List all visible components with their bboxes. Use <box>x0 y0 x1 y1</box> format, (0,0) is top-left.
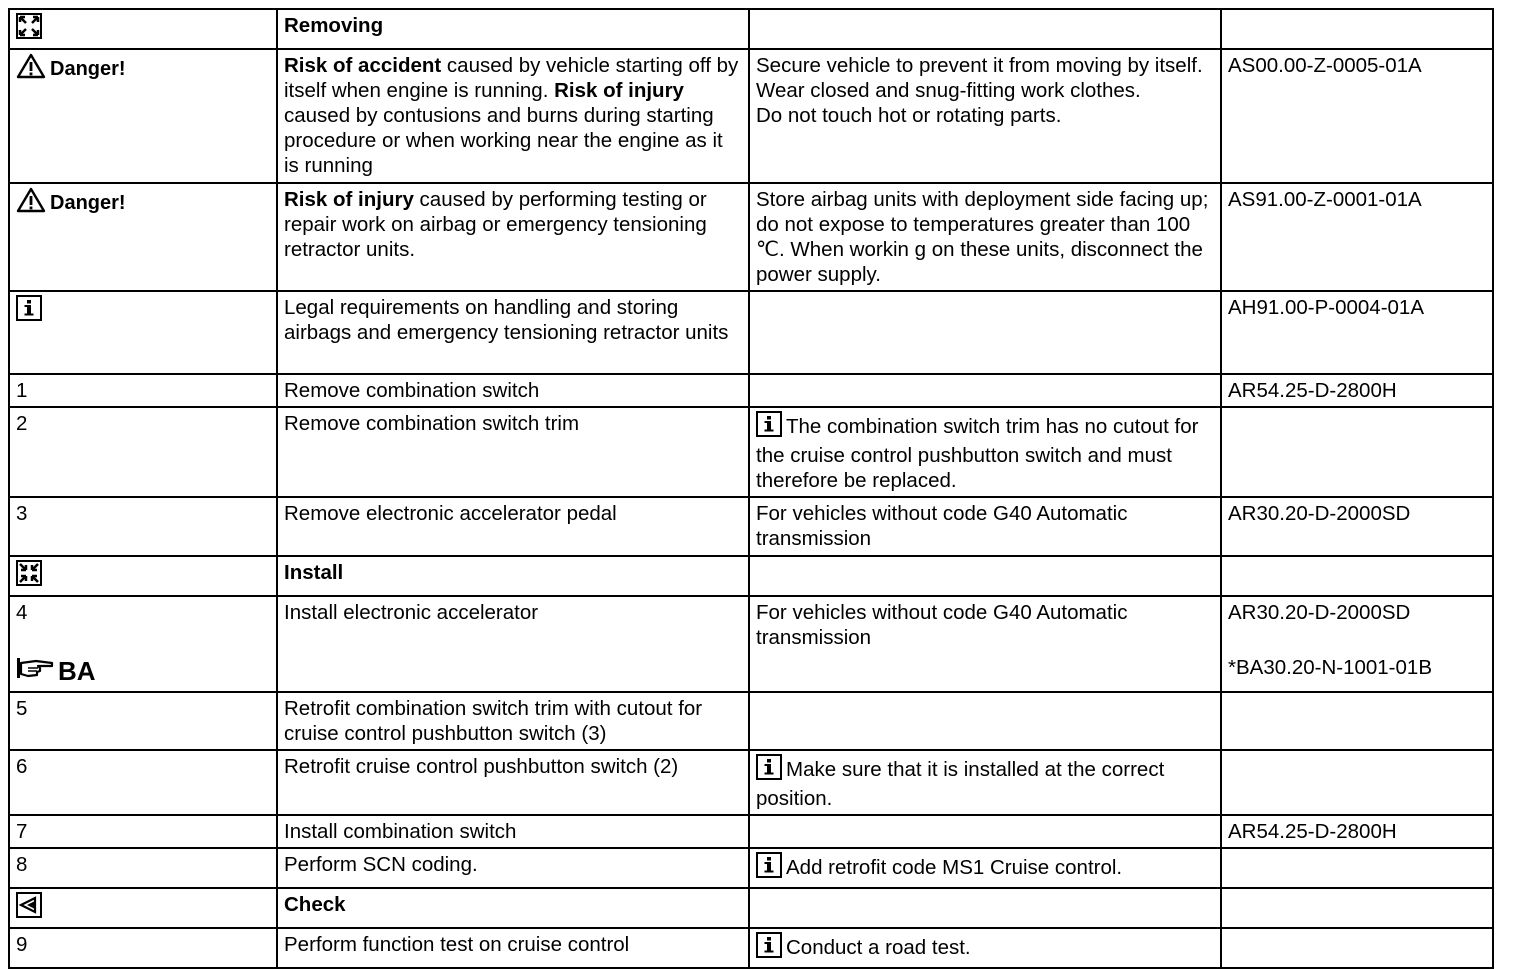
section-title: Removing <box>284 14 384 37</box>
step-number: 5 <box>16 697 28 720</box>
table-row <box>9 750 1493 815</box>
cell-step <box>9 888 277 928</box>
note-text: Conduct a road test. <box>786 936 971 959</box>
note-text: Make sure that it is installed at the correct position. <box>756 758 1165 810</box>
cell-reference <box>1221 596 1493 692</box>
cell-note <box>749 407 1221 497</box>
table-row <box>9 888 1493 928</box>
cell-reference <box>1221 407 1493 497</box>
cell-step <box>9 9 277 49</box>
step-number: 1 <box>16 379 28 402</box>
table-row <box>9 407 1493 497</box>
cell-activity <box>277 556 749 596</box>
cell-reference <box>1221 928 1493 968</box>
reference-link[interactable]: AS00.00-Z-0005-01A <box>1228 54 1422 77</box>
cell-step <box>9 928 277 968</box>
cell-activity <box>277 9 749 49</box>
cell-note <box>749 928 1221 968</box>
cell-note <box>749 596 1221 692</box>
table-row <box>9 848 1493 888</box>
section-title: Install <box>284 561 344 584</box>
step-number: 8 <box>16 853 28 876</box>
cell-step <box>9 556 277 596</box>
cell-activity <box>277 692 749 750</box>
cell-note <box>749 692 1221 750</box>
note-text: The combination switch trim has no cutout for the cruise control pushbutton switch and must therefore be replaced. <box>756 415 1199 492</box>
section-title: Check <box>284 893 346 916</box>
activity-text: Remove combination switch <box>284 379 540 402</box>
note-text: For vehicles without code G40 Automatic transmission <box>756 502 1128 550</box>
table-row <box>9 596 1493 692</box>
table-row <box>9 183 1493 291</box>
removal-symbol-icon <box>16 13 42 45</box>
step-number: 3 <box>16 502 28 525</box>
table-row <box>9 692 1493 750</box>
cell-step <box>9 815 277 848</box>
cell-activity <box>277 497 749 556</box>
activity-text: Remove electronic accelerator pedal <box>284 502 617 525</box>
table-row <box>9 9 1493 49</box>
risk-text: caused by vehicle starting off by itself when engine is running. <box>284 54 739 102</box>
activity-text: Install electronic accelerator <box>284 601 539 624</box>
cell-note <box>749 9 1221 49</box>
cell-step <box>9 49 277 183</box>
table-row <box>9 374 1493 407</box>
cell-note <box>749 374 1221 407</box>
reference-link[interactable]: AS91.00-Z-0001-01A <box>1228 188 1422 211</box>
cell-reference <box>1221 750 1493 815</box>
reference-link[interactable]: AR30.20-D-2000SD <box>1228 502 1411 525</box>
basic-knowledge-reference <box>16 655 271 687</box>
cell-activity <box>277 374 749 407</box>
cell-activity <box>277 407 749 497</box>
cell-note <box>749 815 1221 848</box>
cell-step <box>9 848 277 888</box>
cell-reference <box>1221 291 1493 374</box>
info-icon <box>756 932 782 964</box>
cell-note <box>749 497 1221 556</box>
ba-label: BA <box>58 655 96 686</box>
cell-activity <box>277 750 749 815</box>
info-icon <box>756 754 782 786</box>
note-line: Do not touch hot or rotating parts. <box>756 104 1062 127</box>
cell-note <box>749 49 1221 183</box>
table-row <box>9 815 1493 848</box>
cell-note <box>749 556 1221 596</box>
activity-text: Install combination switch <box>284 820 517 843</box>
reference-hand-icon <box>16 655 56 687</box>
step-number: 7 <box>16 820 28 843</box>
risk-text: caused by performing testing or repair work on airbag or emergency tensioning retractor units. <box>284 188 707 261</box>
table-row <box>9 556 1493 596</box>
table-row <box>9 497 1493 556</box>
activity-text: Perform SCN coding. <box>284 853 478 876</box>
cell-step <box>9 692 277 750</box>
cell-note <box>749 291 1221 374</box>
cell-reference <box>1221 497 1493 556</box>
reference-link[interactable]: *BA30.20-N-1001-01B <box>1228 656 1432 679</box>
info-icon <box>16 295 42 327</box>
table-row <box>9 928 1493 968</box>
warning-triangle-icon <box>16 53 46 85</box>
cell-activity <box>277 815 749 848</box>
activity-text: Retrofit combination switch trim with cutout for cruise control pushbutton switch (3) <box>284 697 703 745</box>
table-row <box>9 49 1493 183</box>
cell-activity <box>277 928 749 968</box>
check-symbol-icon <box>16 892 42 924</box>
danger-label: Danger! <box>50 57 126 80</box>
cell-activity <box>277 848 749 888</box>
cell-activity <box>277 291 749 374</box>
warning-triangle-icon <box>16 187 46 219</box>
cell-reference <box>1221 183 1493 291</box>
info-icon <box>756 852 782 884</box>
installation-symbol-icon <box>16 560 42 592</box>
cell-step <box>9 497 277 556</box>
note-line: Wear closed and snug-fitting work clothes. <box>756 79 1141 102</box>
table-row <box>9 291 1493 374</box>
cell-step <box>9 183 277 291</box>
step-number: 6 <box>16 755 28 778</box>
cell-reference <box>1221 888 1493 928</box>
procedure-table <box>8 8 1494 969</box>
cell-reference <box>1221 692 1493 750</box>
risk-text: caused by contusions and burns during starting procedure or when working near the engine as it is running <box>284 104 723 177</box>
cell-reference <box>1221 49 1493 183</box>
activity-text: Legal requirements on handling and storing airbags and emergency tensioning retractor units <box>284 296 729 344</box>
cell-reference <box>1221 374 1493 407</box>
cell-step <box>9 374 277 407</box>
cell-note <box>749 183 1221 291</box>
risk-heading: Risk of injury <box>284 188 414 211</box>
cell-step <box>9 407 277 497</box>
risk-heading: Risk of injury <box>554 79 684 102</box>
cell-note <box>749 888 1221 928</box>
cell-note <box>749 848 1221 888</box>
cell-reference <box>1221 848 1493 888</box>
activity-text: Perform function test on cruise control <box>284 933 630 956</box>
cell-activity <box>277 596 749 692</box>
reference-link[interactable]: AR30.20-D-2000SD <box>1228 601 1411 624</box>
reference-link[interactable]: AR54.25-D-2800H <box>1228 379 1397 402</box>
step-number: 2 <box>16 412 28 435</box>
note-text: For vehicles without code G40 Automatic transmission <box>756 601 1128 649</box>
step-number: 4 <box>16 601 28 624</box>
activity-text: Remove combination switch trim <box>284 412 580 435</box>
activity-text: Retrofit cruise control pushbutton switch (2) <box>284 755 679 778</box>
cell-step <box>9 596 277 692</box>
danger-label: Danger! <box>50 191 126 214</box>
risk-heading: Risk of accident <box>284 54 442 77</box>
info-icon <box>756 411 782 443</box>
cell-activity <box>277 888 749 928</box>
step-number: 9 <box>16 933 28 956</box>
cell-note <box>749 750 1221 815</box>
cell-reference <box>1221 9 1493 49</box>
cell-step <box>9 291 277 374</box>
cell-activity <box>277 49 749 183</box>
cell-reference <box>1221 556 1493 596</box>
reference-link[interactable]: AH91.00-P-0004-01A <box>1228 296 1425 319</box>
cell-reference <box>1221 815 1493 848</box>
note-line: Secure vehicle to prevent it from moving by itself. <box>756 54 1203 77</box>
note-line: Store airbag units with deployment side facing up; do not expose to temperatures greater than 100 ℃. When workin g on these units, disconnect the power supply. <box>756 188 1209 286</box>
note-text: Add retrofit code MS1 Cruise control. <box>786 856 1123 879</box>
reference-link[interactable]: AR54.25-D-2800H <box>1228 820 1397 843</box>
cell-activity <box>277 183 749 291</box>
cell-step <box>9 750 277 815</box>
